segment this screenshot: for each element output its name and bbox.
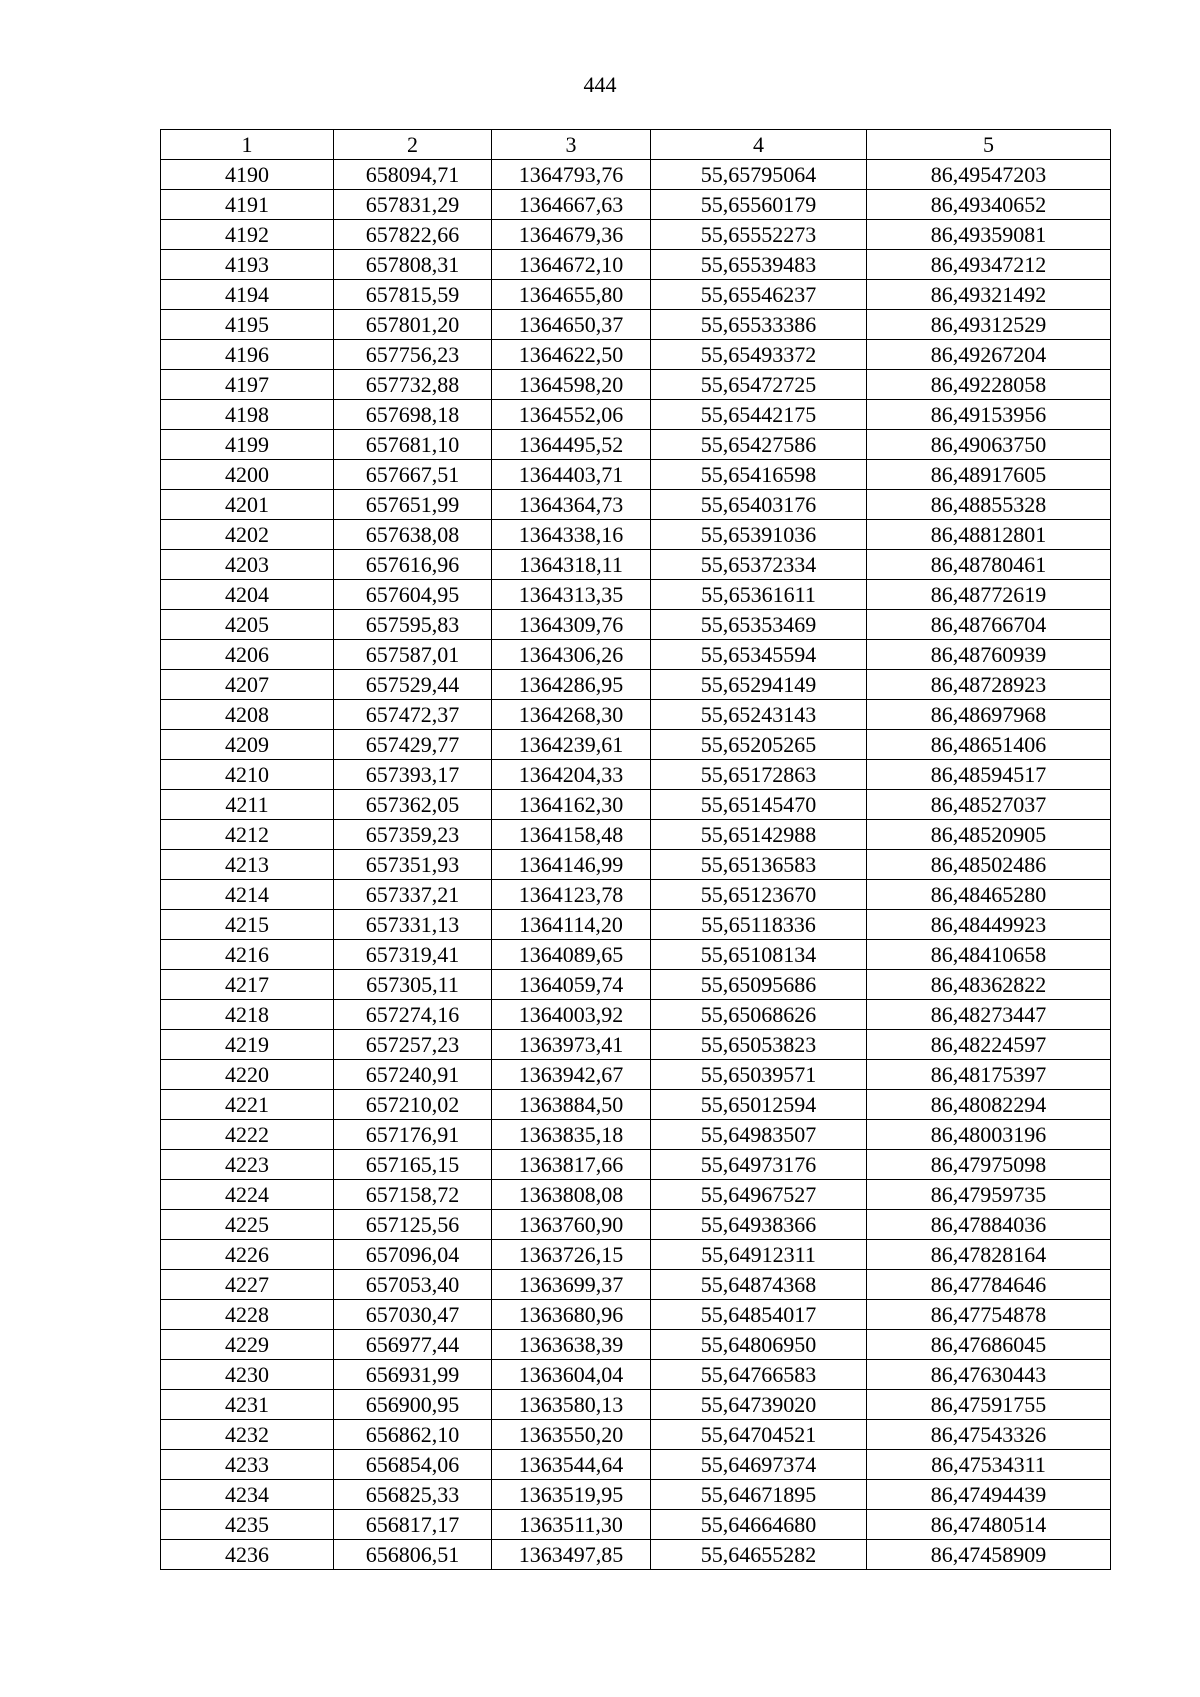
y-coordinate-cell: 1363638,39	[492, 1330, 651, 1360]
y-coordinate-cell: 1364672,10	[492, 250, 651, 280]
point-number-cell: 4193	[161, 250, 334, 280]
point-number-cell: 4207	[161, 670, 334, 700]
table-row	[161, 1030, 1111, 1060]
table-row	[161, 1480, 1111, 1510]
longitude-cell: 86,47534311	[867, 1450, 1111, 1480]
x-coordinate-cell: 657698,18	[334, 400, 492, 430]
y-coordinate-cell: 1363817,66	[492, 1150, 651, 1180]
longitude-cell: 86,47828164	[867, 1240, 1111, 1270]
x-coordinate-cell: 658094,71	[334, 160, 492, 190]
longitude-cell: 86,47591755	[867, 1390, 1111, 1420]
x-coordinate-cell: 657651,99	[334, 490, 492, 520]
x-coordinate-cell: 657815,59	[334, 280, 492, 310]
table-row	[161, 340, 1111, 370]
latitude-cell: 55,65345594	[651, 640, 867, 670]
y-coordinate-cell: 1363699,37	[492, 1270, 651, 1300]
y-coordinate-cell: 1363511,30	[492, 1510, 651, 1540]
latitude-cell: 55,65427586	[651, 430, 867, 460]
x-coordinate-cell: 657808,31	[334, 250, 492, 280]
point-number-cell: 4212	[161, 820, 334, 850]
latitude-cell: 55,65243143	[651, 700, 867, 730]
point-number-cell: 4222	[161, 1120, 334, 1150]
longitude-cell: 86,48502486	[867, 850, 1111, 880]
y-coordinate-cell: 1363519,95	[492, 1480, 651, 1510]
y-coordinate-cell: 1364598,20	[492, 370, 651, 400]
y-coordinate-cell: 1363808,08	[492, 1180, 651, 1210]
x-coordinate-cell: 657176,91	[334, 1120, 492, 1150]
point-number-cell: 4218	[161, 1000, 334, 1030]
table-row	[161, 760, 1111, 790]
table-row	[161, 1090, 1111, 1120]
point-number-cell: 4200	[161, 460, 334, 490]
table-row	[161, 550, 1111, 580]
point-number-cell: 4227	[161, 1270, 334, 1300]
table-row	[161, 190, 1111, 220]
latitude-cell: 55,64664680	[651, 1510, 867, 1540]
latitude-cell: 55,65108134	[651, 940, 867, 970]
table-row	[161, 280, 1111, 310]
x-coordinate-cell: 656977,44	[334, 1330, 492, 1360]
y-coordinate-cell: 1363497,85	[492, 1540, 651, 1570]
y-coordinate-cell: 1363835,18	[492, 1120, 651, 1150]
point-number-cell: 4229	[161, 1330, 334, 1360]
longitude-cell: 86,48410658	[867, 940, 1111, 970]
x-coordinate-cell: 657732,88	[334, 370, 492, 400]
longitude-cell: 86,47686045	[867, 1330, 1111, 1360]
x-coordinate-cell: 657030,47	[334, 1300, 492, 1330]
point-number-cell: 4198	[161, 400, 334, 430]
y-coordinate-cell: 1364650,37	[492, 310, 651, 340]
latitude-cell: 55,65142988	[651, 820, 867, 850]
table-row	[161, 820, 1111, 850]
y-coordinate-cell: 1364003,92	[492, 1000, 651, 1030]
table-row	[161, 1300, 1111, 1330]
table-row	[161, 310, 1111, 340]
x-coordinate-cell: 657337,21	[334, 880, 492, 910]
table-row	[161, 1150, 1111, 1180]
point-number-cell: 4215	[161, 910, 334, 940]
latitude-cell: 55,65546237	[651, 280, 867, 310]
x-coordinate-cell: 657393,17	[334, 760, 492, 790]
table-row	[161, 1210, 1111, 1240]
point-number-cell: 4234	[161, 1480, 334, 1510]
x-coordinate-cell: 657681,10	[334, 430, 492, 460]
point-number-cell: 4190	[161, 160, 334, 190]
longitude-cell: 86,48224597	[867, 1030, 1111, 1060]
y-coordinate-cell: 1364338,16	[492, 520, 651, 550]
point-number-cell: 4199	[161, 430, 334, 460]
table-row	[161, 1000, 1111, 1030]
table-row	[161, 1390, 1111, 1420]
point-number-cell: 4192	[161, 220, 334, 250]
latitude-cell: 55,64874368	[651, 1270, 867, 1300]
longitude-cell: 86,47884036	[867, 1210, 1111, 1240]
longitude-cell: 86,48362822	[867, 970, 1111, 1000]
point-number-cell: 4205	[161, 610, 334, 640]
point-number-cell: 4201	[161, 490, 334, 520]
longitude-cell: 86,47543326	[867, 1420, 1111, 1450]
table-row	[161, 490, 1111, 520]
latitude-cell: 55,65372334	[651, 550, 867, 580]
point-number-cell: 4209	[161, 730, 334, 760]
y-coordinate-cell: 1364146,99	[492, 850, 651, 880]
longitude-cell: 86,48697968	[867, 700, 1111, 730]
point-number-cell: 4206	[161, 640, 334, 670]
x-coordinate-cell: 657616,96	[334, 550, 492, 580]
x-coordinate-cell: 657274,16	[334, 1000, 492, 1030]
longitude-cell: 86,48772619	[867, 580, 1111, 610]
point-number-cell: 4197	[161, 370, 334, 400]
y-coordinate-cell: 1364403,71	[492, 460, 651, 490]
table-row	[161, 220, 1111, 250]
table-row	[161, 970, 1111, 1000]
table-row	[161, 370, 1111, 400]
point-number-cell: 4217	[161, 970, 334, 1000]
longitude-cell: 86,48465280	[867, 880, 1111, 910]
table-row	[161, 400, 1111, 430]
latitude-cell: 55,65416598	[651, 460, 867, 490]
latitude-cell: 55,64983507	[651, 1120, 867, 1150]
longitude-cell: 86,47630443	[867, 1360, 1111, 1390]
longitude-cell: 86,48527037	[867, 790, 1111, 820]
y-coordinate-cell: 1364313,35	[492, 580, 651, 610]
table-row	[161, 250, 1111, 280]
latitude-cell: 55,64806950	[651, 1330, 867, 1360]
y-coordinate-cell: 1363550,20	[492, 1420, 651, 1450]
y-coordinate-cell: 1364123,78	[492, 880, 651, 910]
y-coordinate-cell: 1364268,30	[492, 700, 651, 730]
x-coordinate-cell: 657362,05	[334, 790, 492, 820]
table-row	[161, 1420, 1111, 1450]
point-number-cell: 4196	[161, 340, 334, 370]
latitude-cell: 55,65095686	[651, 970, 867, 1000]
header-row	[161, 130, 1111, 160]
y-coordinate-cell: 1364552,06	[492, 400, 651, 430]
point-number-cell: 4195	[161, 310, 334, 340]
y-coordinate-cell: 1364622,50	[492, 340, 651, 370]
x-coordinate-cell: 656825,33	[334, 1480, 492, 1510]
latitude-cell: 55,64697374	[651, 1450, 867, 1480]
point-number-cell: 4220	[161, 1060, 334, 1090]
latitude-cell: 55,65353469	[651, 610, 867, 640]
table-row	[161, 1120, 1111, 1150]
y-coordinate-cell: 1364679,36	[492, 220, 651, 250]
latitude-cell: 55,65533386	[651, 310, 867, 340]
table-row	[161, 1330, 1111, 1360]
point-number-cell: 4208	[161, 700, 334, 730]
table-row	[161, 880, 1111, 910]
x-coordinate-cell: 657240,91	[334, 1060, 492, 1090]
x-coordinate-cell: 657331,13	[334, 910, 492, 940]
y-coordinate-cell: 1363580,13	[492, 1390, 651, 1420]
coordinates-table	[160, 129, 1111, 1570]
x-coordinate-cell: 657351,93	[334, 850, 492, 880]
latitude-cell: 55,65442175	[651, 400, 867, 430]
y-coordinate-cell: 1364309,76	[492, 610, 651, 640]
point-number-cell: 4219	[161, 1030, 334, 1060]
latitude-cell: 55,64912311	[651, 1240, 867, 1270]
y-coordinate-cell: 1364495,52	[492, 430, 651, 460]
x-coordinate-cell: 656854,06	[334, 1450, 492, 1480]
latitude-cell: 55,65205265	[651, 730, 867, 760]
longitude-cell: 86,49321492	[867, 280, 1111, 310]
x-coordinate-cell: 657053,40	[334, 1270, 492, 1300]
y-coordinate-cell: 1364059,74	[492, 970, 651, 1000]
latitude-cell: 55,65012594	[651, 1090, 867, 1120]
page-number: 444	[583, 72, 617, 97]
table-row	[161, 700, 1111, 730]
x-coordinate-cell: 657165,15	[334, 1150, 492, 1180]
latitude-cell: 55,64967527	[651, 1180, 867, 1210]
y-coordinate-cell: 1364158,48	[492, 820, 651, 850]
x-coordinate-cell: 657831,29	[334, 190, 492, 220]
x-coordinate-cell: 657319,41	[334, 940, 492, 970]
x-coordinate-cell: 657096,04	[334, 1240, 492, 1270]
latitude-cell: 55,64671895	[651, 1480, 867, 1510]
point-number-cell: 4194	[161, 280, 334, 310]
table-row	[161, 610, 1111, 640]
longitude-cell: 86,47754878	[867, 1300, 1111, 1330]
table-row	[161, 520, 1111, 550]
x-coordinate-cell: 656817,17	[334, 1510, 492, 1540]
table-row	[161, 1540, 1111, 1570]
y-coordinate-cell: 1363544,64	[492, 1450, 651, 1480]
y-coordinate-cell: 1364286,95	[492, 670, 651, 700]
latitude-cell: 55,65560179	[651, 190, 867, 220]
latitude-cell: 55,64704521	[651, 1420, 867, 1450]
y-coordinate-cell: 1363973,41	[492, 1030, 651, 1060]
table-row	[161, 430, 1111, 460]
table-row	[161, 730, 1111, 760]
latitude-cell: 55,65391036	[651, 520, 867, 550]
x-coordinate-cell: 657305,11	[334, 970, 492, 1000]
longitude-cell: 86,48917605	[867, 460, 1111, 490]
point-number-cell: 4225	[161, 1210, 334, 1240]
latitude-cell: 55,65172863	[651, 760, 867, 790]
table-row	[161, 460, 1111, 490]
latitude-cell: 55,65472725	[651, 370, 867, 400]
x-coordinate-cell: 657801,20	[334, 310, 492, 340]
column-header-2: 2	[334, 130, 492, 160]
point-number-cell: 4236	[161, 1540, 334, 1570]
x-coordinate-cell: 656862,10	[334, 1420, 492, 1450]
column-header-3: 3	[492, 130, 651, 160]
y-coordinate-cell: 1364089,65	[492, 940, 651, 970]
y-coordinate-cell: 1364114,20	[492, 910, 651, 940]
latitude-cell: 55,65361611	[651, 580, 867, 610]
table-row	[161, 1270, 1111, 1300]
x-coordinate-cell: 656900,95	[334, 1390, 492, 1420]
latitude-cell: 55,65039571	[651, 1060, 867, 1090]
latitude-cell: 55,65145470	[651, 790, 867, 820]
point-number-cell: 4230	[161, 1360, 334, 1390]
y-coordinate-cell: 1364162,30	[492, 790, 651, 820]
latitude-cell: 55,64739020	[651, 1390, 867, 1420]
point-number-cell: 4211	[161, 790, 334, 820]
x-coordinate-cell: 657257,23	[334, 1030, 492, 1060]
table-row	[161, 1240, 1111, 1270]
table-row	[161, 1360, 1111, 1390]
longitude-cell: 86,48175397	[867, 1060, 1111, 1090]
latitude-cell: 55,64766583	[651, 1360, 867, 1390]
latitude-cell: 55,65493372	[651, 340, 867, 370]
longitude-cell: 86,47959735	[867, 1180, 1111, 1210]
y-coordinate-cell: 1363680,96	[492, 1300, 651, 1330]
latitude-cell: 55,65552273	[651, 220, 867, 250]
latitude-cell: 55,64655282	[651, 1540, 867, 1570]
point-number-cell: 4202	[161, 520, 334, 550]
point-number-cell: 4216	[161, 940, 334, 970]
latitude-cell: 55,65136583	[651, 850, 867, 880]
longitude-cell: 86,49547203	[867, 160, 1111, 190]
y-coordinate-cell: 1364667,63	[492, 190, 651, 220]
table-header	[161, 130, 1111, 160]
point-number-cell: 4203	[161, 550, 334, 580]
longitude-cell: 86,49312529	[867, 310, 1111, 340]
longitude-cell: 86,48449923	[867, 910, 1111, 940]
point-number-cell: 4231	[161, 1390, 334, 1420]
latitude-cell: 55,65795064	[651, 160, 867, 190]
latitude-cell: 55,64973176	[651, 1150, 867, 1180]
latitude-cell: 55,65539483	[651, 250, 867, 280]
latitude-cell: 55,65123670	[651, 880, 867, 910]
table-row	[161, 1510, 1111, 1540]
y-coordinate-cell: 1363760,90	[492, 1210, 651, 1240]
longitude-cell: 86,48760939	[867, 640, 1111, 670]
table-body	[161, 160, 1111, 1570]
point-number-cell: 4235	[161, 1510, 334, 1540]
y-coordinate-cell: 1363726,15	[492, 1240, 651, 1270]
longitude-cell: 86,48594517	[867, 760, 1111, 790]
table-row	[161, 1180, 1111, 1210]
x-coordinate-cell: 657822,66	[334, 220, 492, 250]
y-coordinate-cell: 1364364,73	[492, 490, 651, 520]
table-row	[161, 1450, 1111, 1480]
y-coordinate-cell: 1364655,80	[492, 280, 651, 310]
longitude-cell: 86,48003196	[867, 1120, 1111, 1150]
longitude-cell: 86,48273447	[867, 1000, 1111, 1030]
longitude-cell: 86,48728923	[867, 670, 1111, 700]
y-coordinate-cell: 1364318,11	[492, 550, 651, 580]
x-coordinate-cell: 657472,37	[334, 700, 492, 730]
longitude-cell: 86,49228058	[867, 370, 1111, 400]
point-number-cell: 4226	[161, 1240, 334, 1270]
point-number-cell: 4204	[161, 580, 334, 610]
x-coordinate-cell: 656931,99	[334, 1360, 492, 1390]
latitude-cell: 55,65294149	[651, 670, 867, 700]
latitude-cell: 55,64938366	[651, 1210, 867, 1240]
latitude-cell: 55,65118336	[651, 910, 867, 940]
longitude-cell: 86,49063750	[867, 430, 1111, 460]
x-coordinate-cell: 657125,56	[334, 1210, 492, 1240]
longitude-cell: 86,49347212	[867, 250, 1111, 280]
x-coordinate-cell: 657158,72	[334, 1180, 492, 1210]
longitude-cell: 86,48780461	[867, 550, 1111, 580]
longitude-cell: 86,48812801	[867, 520, 1111, 550]
y-coordinate-cell: 1364793,76	[492, 160, 651, 190]
x-coordinate-cell: 656806,51	[334, 1540, 492, 1570]
table-row	[161, 940, 1111, 970]
table-row	[161, 670, 1111, 700]
point-number-cell: 4233	[161, 1450, 334, 1480]
point-number-cell: 4221	[161, 1090, 334, 1120]
latitude-cell: 55,65068626	[651, 1000, 867, 1030]
point-number-cell: 4214	[161, 880, 334, 910]
y-coordinate-cell: 1364306,26	[492, 640, 651, 670]
column-header-1: 1	[161, 130, 334, 160]
longitude-cell: 86,48520905	[867, 820, 1111, 850]
table-row	[161, 850, 1111, 880]
point-number-cell: 4228	[161, 1300, 334, 1330]
y-coordinate-cell: 1363942,67	[492, 1060, 651, 1090]
column-header-4: 4	[651, 130, 867, 160]
latitude-cell: 55,64854017	[651, 1300, 867, 1330]
longitude-cell: 86,49267204	[867, 340, 1111, 370]
latitude-cell: 55,65053823	[651, 1030, 867, 1060]
y-coordinate-cell: 1363884,50	[492, 1090, 651, 1120]
longitude-cell: 86,47494439	[867, 1480, 1111, 1510]
table-row	[161, 1060, 1111, 1090]
x-coordinate-cell: 657667,51	[334, 460, 492, 490]
point-number-cell: 4213	[161, 850, 334, 880]
longitude-cell: 86,48082294	[867, 1090, 1111, 1120]
x-coordinate-cell: 657595,83	[334, 610, 492, 640]
point-number-cell: 4210	[161, 760, 334, 790]
longitude-cell: 86,48855328	[867, 490, 1111, 520]
table-row	[161, 790, 1111, 820]
table-row	[161, 580, 1111, 610]
longitude-cell: 86,48766704	[867, 610, 1111, 640]
longitude-cell: 86,49340652	[867, 190, 1111, 220]
longitude-cell: 86,47480514	[867, 1510, 1111, 1540]
longitude-cell: 86,49153956	[867, 400, 1111, 430]
x-coordinate-cell: 657587,01	[334, 640, 492, 670]
point-number-cell: 4232	[161, 1420, 334, 1450]
y-coordinate-cell: 1363604,04	[492, 1360, 651, 1390]
point-number-cell: 4223	[161, 1150, 334, 1180]
column-header-5: 5	[867, 130, 1111, 160]
table-row	[161, 910, 1111, 940]
x-coordinate-cell: 657429,77	[334, 730, 492, 760]
x-coordinate-cell: 657756,23	[334, 340, 492, 370]
y-coordinate-cell: 1364204,33	[492, 760, 651, 790]
x-coordinate-cell: 657604,95	[334, 580, 492, 610]
x-coordinate-cell: 657359,23	[334, 820, 492, 850]
longitude-cell: 86,49359081	[867, 220, 1111, 250]
x-coordinate-cell: 657210,02	[334, 1090, 492, 1120]
latitude-cell: 55,65403176	[651, 490, 867, 520]
longitude-cell: 86,47975098	[867, 1150, 1111, 1180]
longitude-cell: 86,47784646	[867, 1270, 1111, 1300]
table-row	[161, 640, 1111, 670]
x-coordinate-cell: 657638,08	[334, 520, 492, 550]
longitude-cell: 86,48651406	[867, 730, 1111, 760]
longitude-cell: 86,47458909	[867, 1540, 1111, 1570]
x-coordinate-cell: 657529,44	[334, 670, 492, 700]
y-coordinate-cell: 1364239,61	[492, 730, 651, 760]
table-row	[161, 160, 1111, 190]
point-number-cell: 4191	[161, 190, 334, 220]
point-number-cell: 4224	[161, 1180, 334, 1210]
